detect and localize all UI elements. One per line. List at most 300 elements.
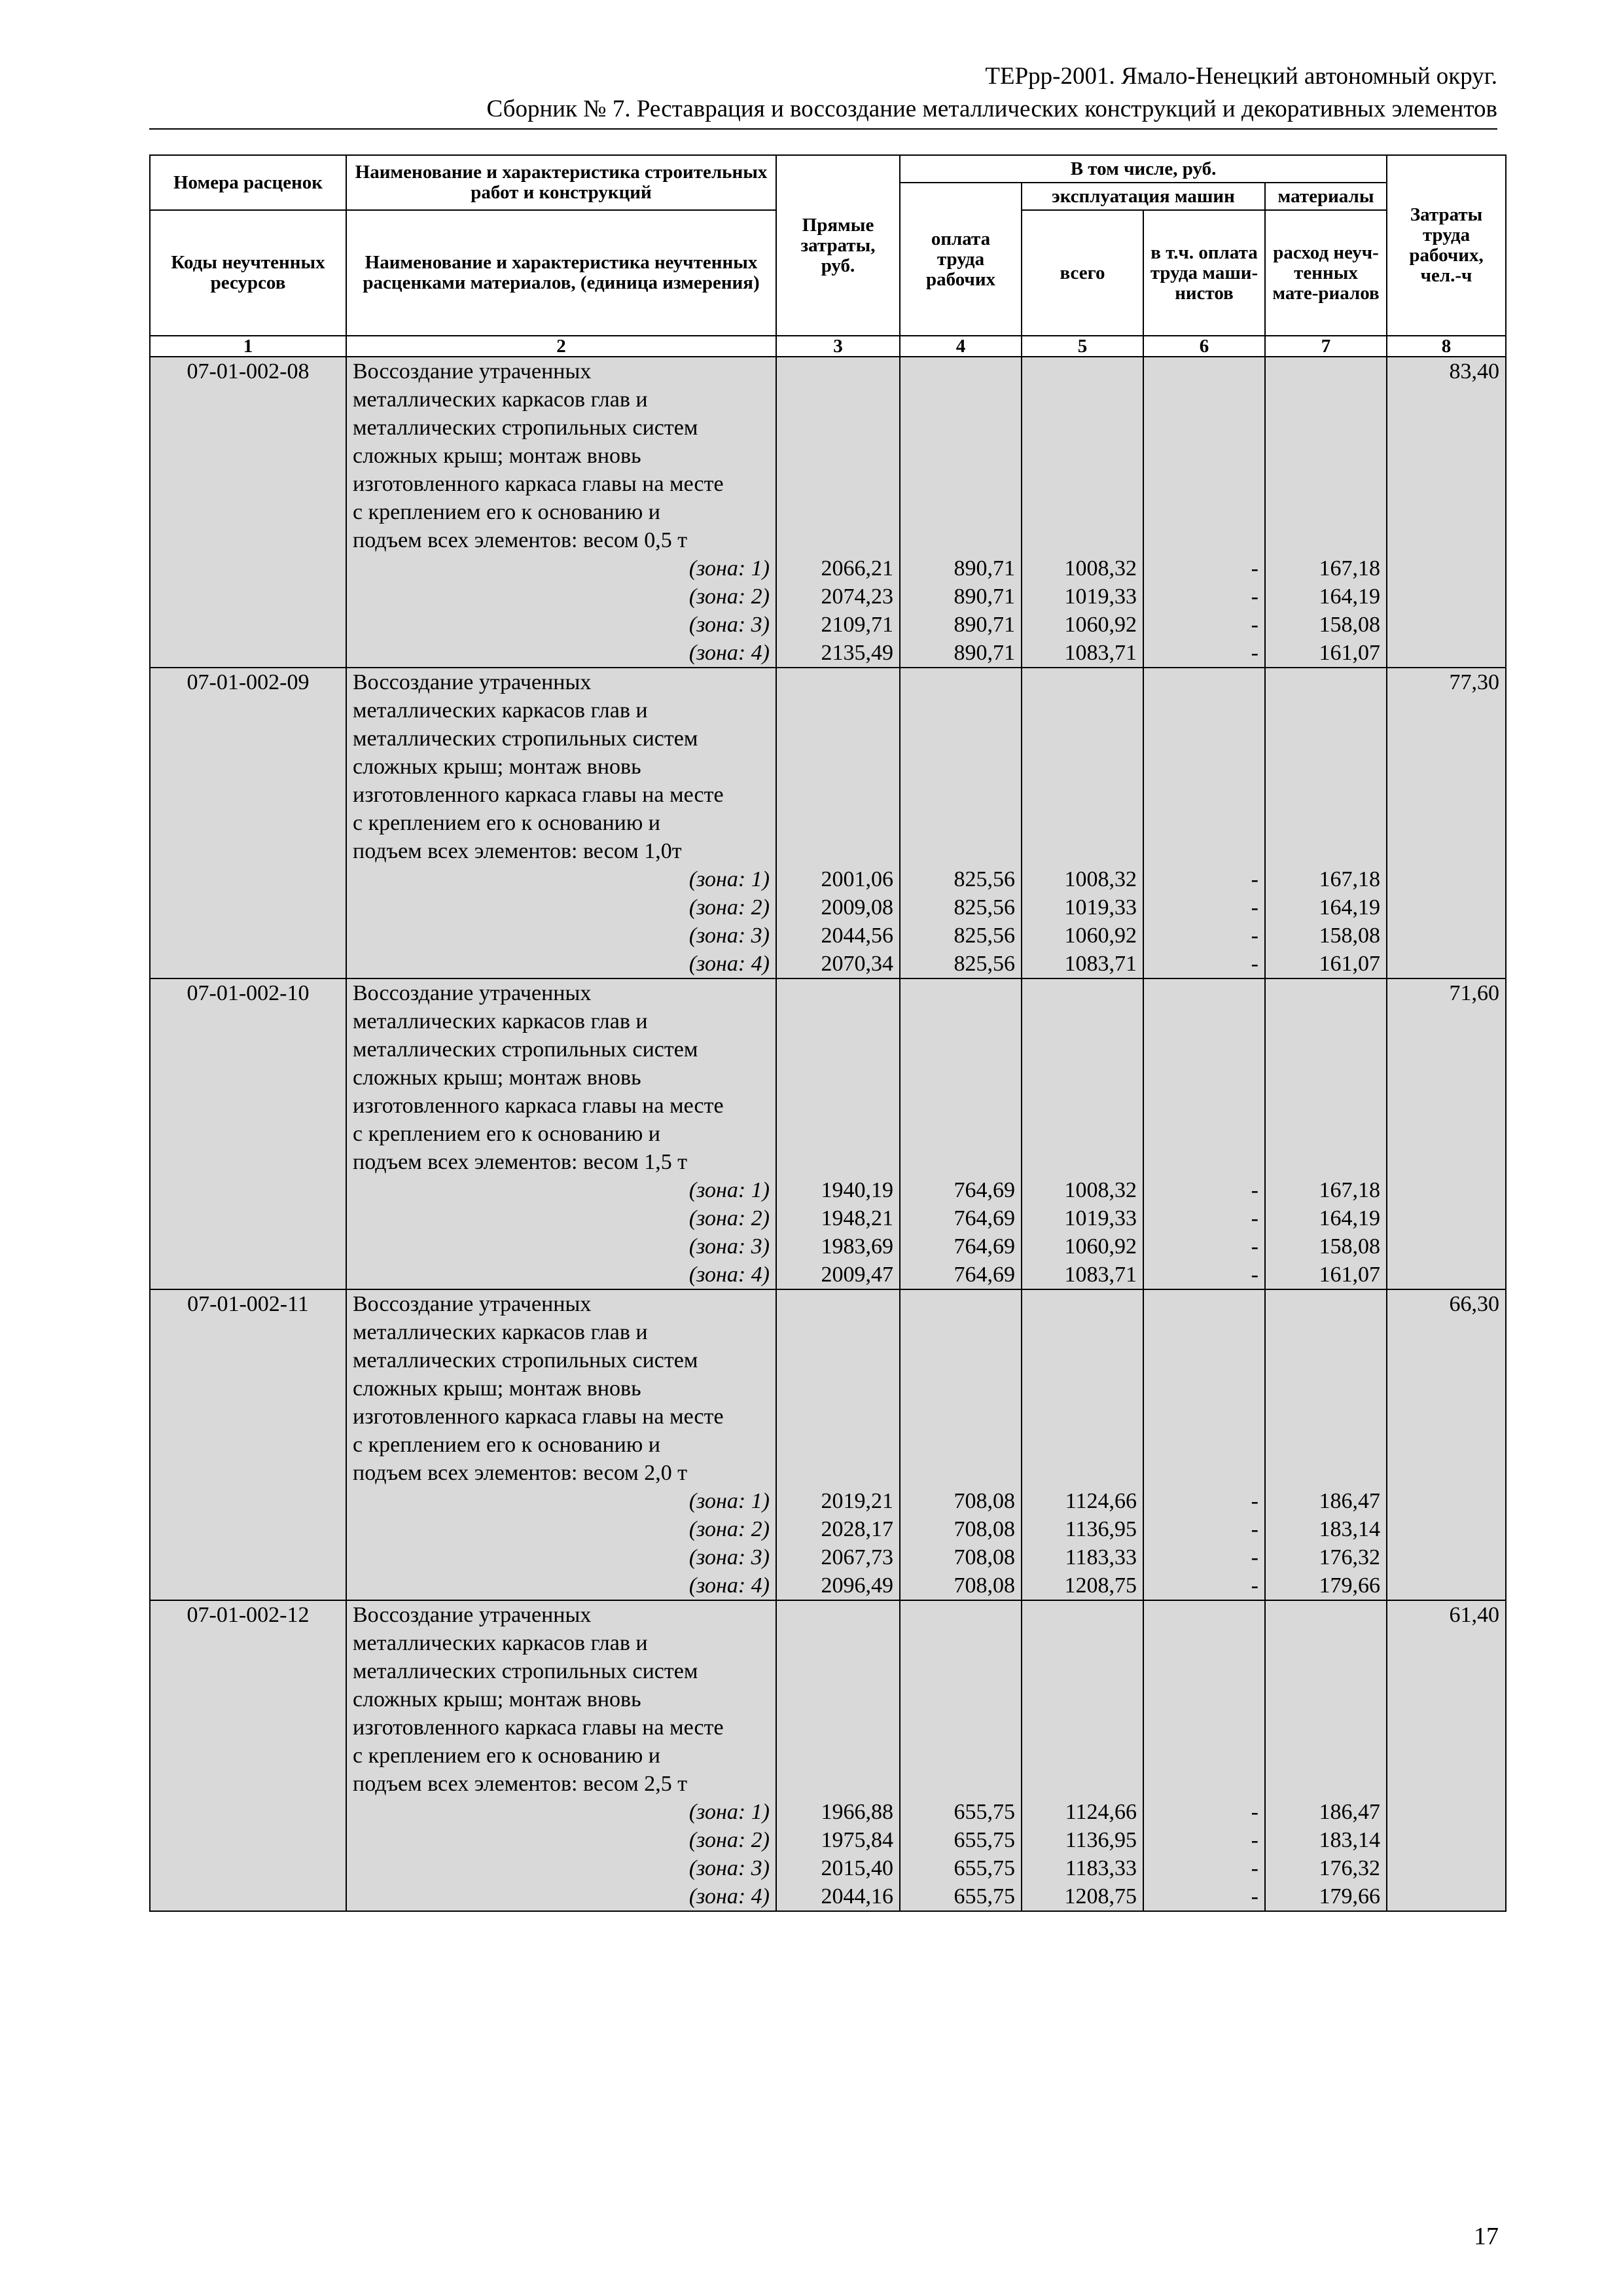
materials-value: 158,08 — [1265, 922, 1387, 950]
table-row — [150, 1374, 1506, 1403]
table-row — [150, 1092, 1506, 1120]
value-cell — [900, 526, 1022, 554]
value-cell — [1143, 725, 1265, 753]
labor-pay-value: 764,69 — [900, 1261, 1022, 1289]
rate-code: 07-01-002-08 — [150, 357, 346, 386]
header-subtitle: Сборник № 7. Реставрация и воссоздание металлических конструкций и декоративных элементов — [486, 96, 1497, 122]
labor-costs-value — [1387, 725, 1506, 753]
rate-code: 07-01-002-11 — [150, 1289, 346, 1318]
direct-costs-value: 2066,21 — [776, 554, 900, 583]
direct-costs-value: 2009,47 — [776, 1261, 900, 1289]
rate-code — [150, 781, 346, 809]
table-row — [150, 1459, 1506, 1487]
materials-value: 158,08 — [1265, 611, 1387, 639]
table-row — [150, 922, 1506, 950]
rate-description: сложных крыш; монтаж вновь — [346, 1685, 776, 1713]
rate-description: металлических каркасов глав и — [346, 1629, 776, 1657]
value-cell — [1022, 1148, 1143, 1176]
labor-costs-value — [1387, 1148, 1506, 1176]
rate-description: металлических каркасов глав и — [346, 1007, 776, 1035]
value-cell — [1265, 526, 1387, 554]
value-cell — [1265, 1007, 1387, 1035]
value-cell — [1143, 809, 1265, 837]
value-cell — [900, 696, 1022, 725]
value-cell — [1143, 1064, 1265, 1092]
value-cell — [1265, 1120, 1387, 1148]
zone-label: (зона: 4) — [346, 639, 776, 668]
machinist-pay-value: - — [1143, 639, 1265, 668]
value-cell — [1022, 1035, 1143, 1064]
labor-costs-value — [1387, 1431, 1506, 1459]
value-cell — [1265, 386, 1387, 414]
table-row — [150, 950, 1506, 978]
table-row — [150, 1007, 1506, 1035]
rate-code — [150, 893, 346, 922]
header-divider — [149, 128, 1497, 130]
rate-description: подъем всех элементов: весом 1,0т — [346, 837, 776, 865]
machinist-pay-value: - — [1143, 1232, 1265, 1261]
value-cell — [1022, 1120, 1143, 1148]
rate-code: 07-01-002-12 — [150, 1600, 346, 1629]
rate-code — [150, 1346, 346, 1374]
value-cell — [1143, 526, 1265, 554]
rate-description: подъем всех элементов: весом 0,5 т — [346, 526, 776, 554]
value-cell — [900, 753, 1022, 781]
value-cell — [776, 1148, 900, 1176]
value-cell — [776, 1403, 900, 1431]
machines-total-value: 1060,92 — [1022, 1232, 1143, 1261]
value-cell — [1022, 696, 1143, 725]
value-cell — [1265, 1289, 1387, 1318]
labor-costs-value — [1387, 950, 1506, 978]
column-number: 6 — [1143, 336, 1265, 357]
labor-costs-value — [1387, 1629, 1506, 1657]
rate-code — [150, 470, 346, 498]
rate-description: металлических стропильных систем — [346, 414, 776, 442]
table-row — [150, 893, 1506, 922]
machinist-pay-value: - — [1143, 1798, 1265, 1826]
value-cell — [900, 1459, 1022, 1487]
value-cell — [1265, 837, 1387, 865]
zone-label: (зона: 3) — [346, 611, 776, 639]
rates-table — [149, 154, 1507, 1912]
value-cell — [1265, 498, 1387, 526]
value-cell — [900, 1685, 1022, 1713]
rate-description: подъем всех элементов: весом 2,5 т — [346, 1770, 776, 1798]
zone-label: (зона: 2) — [346, 583, 776, 611]
value-cell — [900, 837, 1022, 865]
labor-costs-value — [1387, 922, 1506, 950]
value-cell — [776, 1346, 900, 1374]
value-cell — [900, 809, 1022, 837]
machinist-pay-value: - — [1143, 1515, 1265, 1543]
materials-value: 179,66 — [1265, 1882, 1387, 1911]
value-cell — [776, 1713, 900, 1742]
rate-code — [150, 1629, 346, 1657]
materials-value: 167,18 — [1265, 1176, 1387, 1204]
machinist-pay-value: - — [1143, 1571, 1265, 1600]
value-cell — [1143, 1713, 1265, 1742]
value-cell — [900, 498, 1022, 526]
value-cell — [1143, 781, 1265, 809]
machinist-pay-value: - — [1143, 865, 1265, 893]
value-cell — [1143, 837, 1265, 865]
value-cell — [1143, 1459, 1265, 1487]
table-row — [150, 1318, 1506, 1346]
value-cell — [776, 1035, 900, 1064]
labor-costs-value: 66,30 — [1387, 1289, 1506, 1318]
value-cell — [1265, 470, 1387, 498]
rate-description: Воссоздание утраченных — [346, 978, 776, 1007]
value-cell — [1022, 498, 1143, 526]
rate-code — [150, 498, 346, 526]
labor-costs-value — [1387, 1742, 1506, 1770]
table-row — [150, 611, 1506, 639]
labor-costs-value: 61,40 — [1387, 1600, 1506, 1629]
value-cell — [1022, 1374, 1143, 1403]
materials-value: 161,07 — [1265, 639, 1387, 668]
rate-description: металлических стропильных систем — [346, 1035, 776, 1064]
labor-costs-value — [1387, 1318, 1506, 1346]
rate-description: металлических стропильных систем — [346, 1346, 776, 1374]
value-cell — [1143, 1770, 1265, 1798]
labor-costs-value — [1387, 1487, 1506, 1515]
labor-costs-value — [1387, 1403, 1506, 1431]
header-labor-costs: Затраты труда рабочих, чел.-ч — [1387, 155, 1506, 336]
value-cell — [1265, 1064, 1387, 1092]
value-cell — [1143, 1148, 1265, 1176]
value-cell — [900, 978, 1022, 1007]
value-cell — [1022, 414, 1143, 442]
labor-pay-value: 825,56 — [900, 893, 1022, 922]
rate-description: с креплением его к основанию и — [346, 498, 776, 526]
machines-total-value: 1019,33 — [1022, 893, 1143, 922]
materials-value: 183,14 — [1265, 1826, 1387, 1854]
header-machine-operation: эксплуатация машин — [1022, 183, 1265, 210]
table-row — [150, 583, 1506, 611]
machinist-pay-value: - — [1143, 950, 1265, 978]
value-cell — [1022, 1685, 1143, 1713]
table-row — [150, 1487, 1506, 1515]
labor-pay-value: 764,69 — [900, 1176, 1022, 1204]
rate-code — [150, 1742, 346, 1770]
column-number: 1 — [150, 336, 346, 357]
materials-value: 164,19 — [1265, 1204, 1387, 1232]
direct-costs-value: 1983,69 — [776, 1232, 900, 1261]
labor-pay-value: 764,69 — [900, 1232, 1022, 1261]
value-cell — [900, 1148, 1022, 1176]
materials-value: 164,19 — [1265, 893, 1387, 922]
header-work-name: Наименование и характеристика строительных работ и конструкций — [346, 155, 776, 210]
value-cell — [1143, 1403, 1265, 1431]
rate-code — [150, 1882, 346, 1911]
rate-code — [150, 950, 346, 978]
rate-code — [150, 1685, 346, 1713]
value-cell — [1022, 781, 1143, 809]
labor-costs-value — [1387, 696, 1506, 725]
labor-costs-value — [1387, 1854, 1506, 1882]
labor-pay-value: 655,75 — [900, 1882, 1022, 1911]
machinist-pay-value: - — [1143, 1261, 1265, 1289]
value-cell — [1143, 1318, 1265, 1346]
value-cell — [1022, 1403, 1143, 1431]
value-cell — [776, 386, 900, 414]
machines-total-value: 1019,33 — [1022, 1204, 1143, 1232]
value-cell — [1022, 1431, 1143, 1459]
value-cell — [1265, 725, 1387, 753]
header-material-name: Наименование и характеристика неучтенных расценками материалов, (единица измерения) — [346, 210, 776, 336]
table-row — [150, 1685, 1506, 1713]
table-row — [150, 1571, 1506, 1600]
value-cell — [1143, 1431, 1265, 1459]
page-header — [149, 60, 1497, 126]
table-row — [150, 725, 1506, 753]
rate-description: Воссоздание утраченных — [346, 668, 776, 696]
rate-code — [150, 1854, 346, 1882]
value-cell — [1265, 1374, 1387, 1403]
machines-total-value: 1060,92 — [1022, 611, 1143, 639]
table-row — [150, 1204, 1506, 1232]
labor-costs-value — [1387, 893, 1506, 922]
value-cell — [1265, 1092, 1387, 1120]
zone-label: (зона: 4) — [346, 950, 776, 978]
value-cell — [1143, 386, 1265, 414]
value-cell — [776, 1007, 900, 1035]
table-row — [150, 1261, 1506, 1289]
rate-code — [150, 1318, 346, 1346]
value-cell — [900, 725, 1022, 753]
labor-pay-value: 890,71 — [900, 611, 1022, 639]
machines-total-value: 1183,33 — [1022, 1854, 1143, 1882]
rate-description: металлических стропильных систем — [346, 725, 776, 753]
labor-costs-value — [1387, 386, 1506, 414]
table-row — [150, 1289, 1506, 1318]
rate-description: Воссоздание утраченных — [346, 1600, 776, 1629]
value-cell — [1022, 725, 1143, 753]
value-cell — [1143, 1600, 1265, 1629]
value-cell — [1265, 1742, 1387, 1770]
value-cell — [776, 1374, 900, 1403]
value-cell — [1265, 668, 1387, 696]
column-number: 7 — [1265, 336, 1387, 357]
column-number: 3 — [776, 336, 900, 357]
table-row — [150, 414, 1506, 442]
labor-costs-value — [1387, 1515, 1506, 1543]
zone-label: (зона: 1) — [346, 554, 776, 583]
value-cell — [1265, 753, 1387, 781]
table-row — [150, 1742, 1506, 1770]
direct-costs-value: 2135,49 — [776, 639, 900, 668]
rate-code — [150, 809, 346, 837]
machines-total-value: 1008,32 — [1022, 554, 1143, 583]
value-cell — [1265, 1148, 1387, 1176]
value-cell — [1022, 526, 1143, 554]
value-cell — [1022, 753, 1143, 781]
direct-costs-value: 2044,56 — [776, 922, 900, 950]
value-cell — [1265, 414, 1387, 442]
labor-costs-value — [1387, 554, 1506, 583]
table-row — [150, 1600, 1506, 1629]
labor-pay-value: 825,56 — [900, 950, 1022, 978]
labor-costs-value — [1387, 1657, 1506, 1685]
rate-description: с креплением его к основанию и — [346, 809, 776, 837]
machinist-pay-value: - — [1143, 583, 1265, 611]
header-title: ТЕРрр-2001. Ямало-Ненецкий автономный округ. — [985, 63, 1497, 90]
value-cell — [1143, 668, 1265, 696]
rate-code — [150, 639, 346, 668]
direct-costs-value: 2044,16 — [776, 1882, 900, 1911]
labor-costs-value — [1387, 470, 1506, 498]
value-cell — [1143, 1742, 1265, 1770]
value-cell — [1143, 1685, 1265, 1713]
rate-description: с креплением его к основанию и — [346, 1742, 776, 1770]
rate-code — [150, 837, 346, 865]
value-cell — [900, 1742, 1022, 1770]
direct-costs-value: 2001,06 — [776, 865, 900, 893]
direct-costs-value: 2070,34 — [776, 950, 900, 978]
zone-label: (зона: 4) — [346, 1882, 776, 1911]
value-cell — [776, 498, 900, 526]
value-cell — [776, 470, 900, 498]
value-cell — [1265, 781, 1387, 809]
value-cell — [1022, 1770, 1143, 1798]
rate-code — [150, 1826, 346, 1854]
value-cell — [776, 753, 900, 781]
value-cell — [776, 809, 900, 837]
value-cell — [776, 1685, 900, 1713]
rate-description: сложных крыш; монтаж вновь — [346, 1374, 776, 1403]
value-cell — [1022, 1064, 1143, 1092]
labor-costs-value — [1387, 1543, 1506, 1571]
rate-code — [150, 1459, 346, 1487]
zone-label: (зона: 3) — [346, 1543, 776, 1571]
value-cell — [1022, 1007, 1143, 1035]
value-cell — [1143, 1289, 1265, 1318]
value-cell — [776, 1318, 900, 1346]
rate-code — [150, 1092, 346, 1120]
table-row — [150, 978, 1506, 1007]
labor-costs-value — [1387, 442, 1506, 470]
value-cell — [1265, 978, 1387, 1007]
labor-pay-value: 708,08 — [900, 1571, 1022, 1600]
zone-label: (зона: 1) — [346, 865, 776, 893]
value-cell — [776, 1064, 900, 1092]
zone-label: (зона: 1) — [346, 1798, 776, 1826]
table-row — [150, 1120, 1506, 1148]
labor-costs-value — [1387, 1176, 1506, 1204]
value-cell — [1265, 1770, 1387, 1798]
table-row — [150, 1770, 1506, 1798]
rate-description: с креплением его к основанию и — [346, 1120, 776, 1148]
direct-costs-value: 2096,49 — [776, 1571, 900, 1600]
table-row — [150, 1176, 1506, 1204]
value-cell — [776, 526, 900, 554]
value-cell — [1265, 1431, 1387, 1459]
materials-value: 176,32 — [1265, 1543, 1387, 1571]
value-cell — [900, 1092, 1022, 1120]
rate-code: 07-01-002-09 — [150, 668, 346, 696]
value-cell — [900, 1431, 1022, 1459]
rate-code — [150, 1148, 346, 1176]
materials-value: 179,66 — [1265, 1571, 1387, 1600]
labor-costs-value — [1387, 583, 1506, 611]
header-direct-costs: Прямые затраты, руб. — [776, 155, 900, 336]
zone-label: (зона: 4) — [346, 1261, 776, 1289]
table-row — [150, 1629, 1506, 1657]
rate-description: подъем всех элементов: весом 1,5 т — [346, 1148, 776, 1176]
rate-code — [150, 1007, 346, 1035]
direct-costs-value: 1966,88 — [776, 1798, 900, 1826]
rate-description: изготовленного каркаса главы на месте — [346, 1713, 776, 1742]
machinist-pay-value: - — [1143, 611, 1265, 639]
value-cell — [900, 781, 1022, 809]
direct-costs-value: 2028,17 — [776, 1515, 900, 1543]
rate-code — [150, 1431, 346, 1459]
table-row — [150, 865, 1506, 893]
direct-costs-value: 2074,23 — [776, 583, 900, 611]
machines-total-value: 1124,66 — [1022, 1798, 1143, 1826]
value-cell — [900, 357, 1022, 386]
rate-code — [150, 1487, 346, 1515]
value-cell — [1143, 357, 1265, 386]
value-cell — [900, 442, 1022, 470]
machinist-pay-value: - — [1143, 922, 1265, 950]
value-cell — [776, 1459, 900, 1487]
table-row — [150, 1064, 1506, 1092]
rate-code — [150, 554, 346, 583]
value-cell — [900, 1403, 1022, 1431]
rate-description: сложных крыш; монтаж вновь — [346, 1064, 776, 1092]
rate-description: изготовленного каркаса главы на месте — [346, 1403, 776, 1431]
column-number: 8 — [1387, 336, 1506, 357]
table-row — [150, 753, 1506, 781]
labor-costs-value — [1387, 1374, 1506, 1403]
table-row — [150, 357, 1506, 386]
table-row — [150, 781, 1506, 809]
table-row — [150, 1854, 1506, 1882]
value-cell — [776, 1742, 900, 1770]
table-row — [150, 1232, 1506, 1261]
rate-description: Воссоздание утраченных — [346, 1289, 776, 1318]
rate-code — [150, 583, 346, 611]
rate-code — [150, 725, 346, 753]
value-cell — [1265, 1685, 1387, 1713]
header-rate-number: Номера расценок — [150, 155, 346, 210]
machines-total-value: 1083,71 — [1022, 1261, 1143, 1289]
machinist-pay-value: - — [1143, 1826, 1265, 1854]
labor-costs-value — [1387, 1798, 1506, 1826]
header-including: В том числе, руб. — [900, 155, 1387, 183]
labor-pay-value: 655,75 — [900, 1854, 1022, 1882]
table-row — [150, 668, 1506, 696]
direct-costs-value: 1948,21 — [776, 1204, 900, 1232]
labor-pay-value: 708,08 — [900, 1515, 1022, 1543]
page-number: 17 — [1474, 2223, 1499, 2250]
labor-costs-value — [1387, 1826, 1506, 1854]
labor-costs-value — [1387, 1571, 1506, 1600]
direct-costs-value: 2009,08 — [776, 893, 900, 922]
value-cell — [1143, 1035, 1265, 1064]
value-cell — [900, 1600, 1022, 1629]
value-cell — [1022, 1092, 1143, 1120]
labor-costs-value: 77,30 — [1387, 668, 1506, 696]
rate-code — [150, 1064, 346, 1092]
materials-value: 167,18 — [1265, 554, 1387, 583]
materials-value: 158,08 — [1265, 1232, 1387, 1261]
labor-costs-value — [1387, 414, 1506, 442]
value-cell — [1265, 1600, 1387, 1629]
value-cell — [776, 1289, 900, 1318]
